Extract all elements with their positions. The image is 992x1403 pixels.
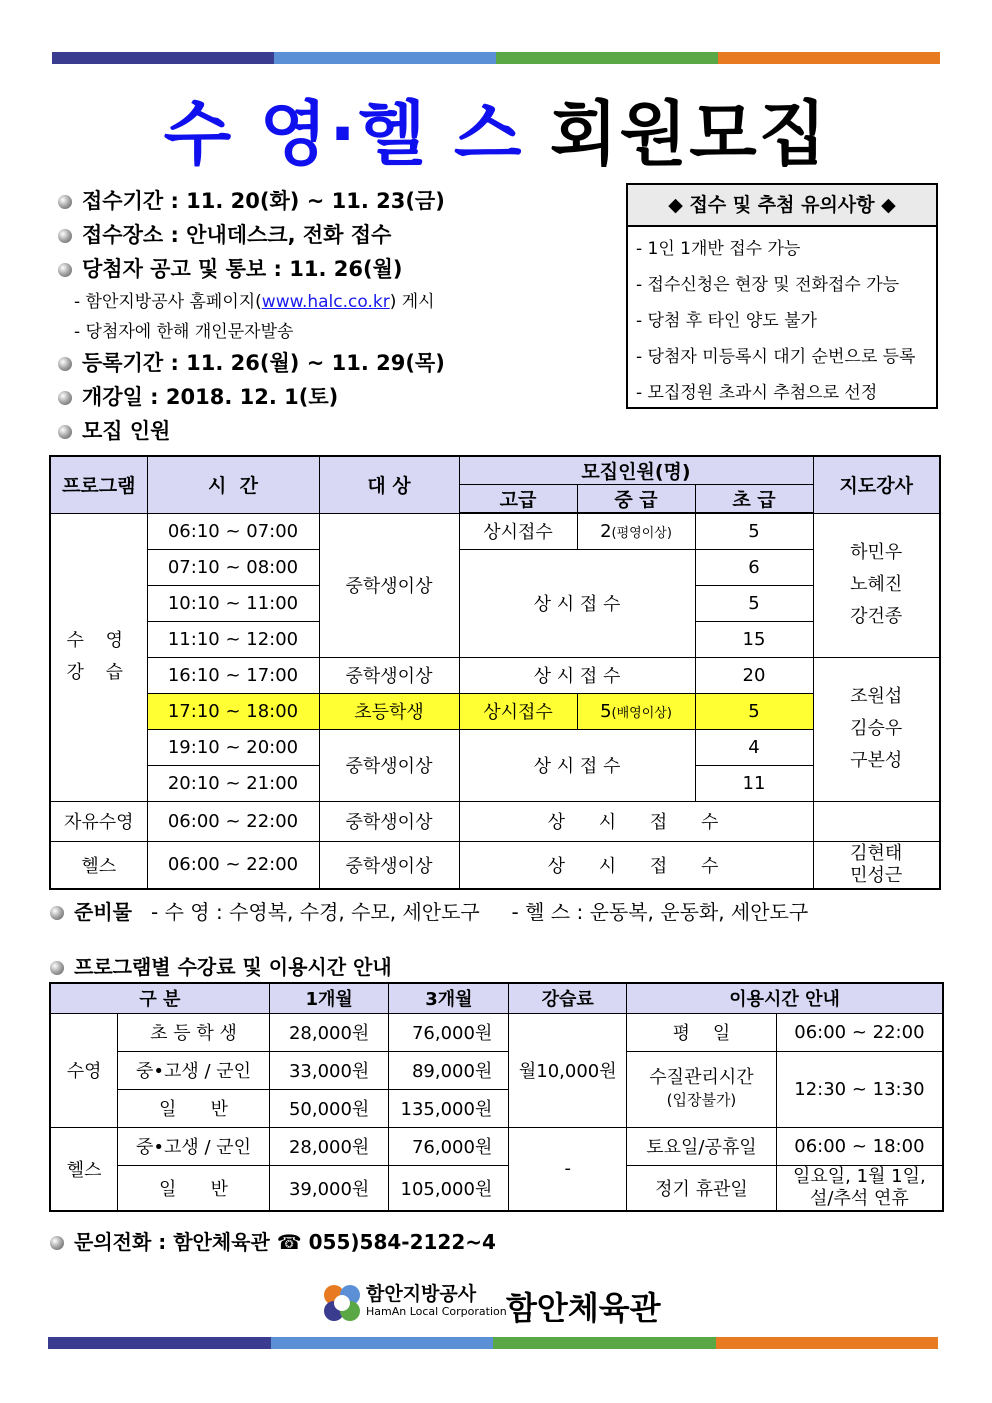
swim-lesson-label: 수 영 강 습	[50, 513, 147, 801]
beg-cell: 11	[695, 765, 813, 801]
swim-label: 수영	[50, 1013, 118, 1127]
fee-m1: 28,000원	[269, 1127, 389, 1165]
bullet-icon	[58, 425, 72, 439]
fee-m1: 39,000원	[269, 1165, 389, 1211]
bullet-icon	[58, 195, 72, 209]
recruit-table	[49, 455, 941, 890]
adv-cell: 상시접수	[459, 693, 577, 729]
target-cell: 중학생이상	[319, 657, 459, 693]
beg-cell: 20	[695, 657, 813, 693]
notice-item: - 1인 1개반 접수 가능	[636, 239, 801, 259]
col-program: 프로그램	[50, 456, 147, 513]
col-recruit: 모집인원(명)	[459, 456, 813, 485]
beg-cell: 5	[695, 585, 813, 621]
time-cell: 17:10 ~ 18:00	[147, 693, 319, 729]
time-cell: 06:00 ~ 22:00	[147, 801, 319, 841]
free-swim-label: 자유수영	[50, 801, 147, 841]
prep-line: 준비물 - 수 영 : 수영복, 수경, 수모, 세안도구 - 헬 스 : 운동복, 운동화, 세안도구	[50, 896, 808, 925]
hours-key: 정기 휴관일	[627, 1165, 777, 1211]
time-cell: 20:10 ~ 21:00	[147, 765, 319, 801]
fee-row-label: 중•고생 / 군인	[118, 1051, 270, 1089]
info-section	[58, 186, 618, 450]
gym-label: 헬스	[50, 1127, 118, 1211]
col-time: 시 간	[147, 456, 319, 513]
col-target: 대 상	[319, 456, 459, 513]
period-line: 접수기간 : 11. 20(화) ~ 11. 23(금)	[58, 186, 618, 220]
gym-label: 헬스	[50, 841, 147, 889]
fee-table	[49, 982, 944, 1212]
notice-item: - 접수신청은 현장 및 전화접수 가능	[636, 275, 900, 295]
beg-cell: 4	[695, 729, 813, 765]
register-line: 등록기간 : 11. 26(월) ~ 11. 29(목)	[58, 348, 618, 382]
always-cell: 상 시 접 수	[459, 841, 813, 889]
notice-item: - 당첨 후 타인 양도 불가	[636, 311, 817, 331]
time-cell: 06:00 ~ 22:00	[147, 841, 319, 889]
always-cell: 상 시 접 수	[459, 729, 695, 801]
notice-item: - 당첨자 미등록시 대기 순번으로 등록	[636, 347, 916, 367]
beg-cell: 5	[695, 693, 813, 729]
announce-sub-1: - 함안지방공사 홈페이지(www.halc.co.kr) 게시	[74, 292, 435, 312]
bullet-icon	[50, 961, 64, 975]
target-cell: 중학생이상	[319, 801, 459, 841]
open-line: 개강일 : 2018. 12. 1(토)	[58, 382, 618, 416]
target-cell: 중학생이상	[319, 513, 459, 657]
hours-value: 일요일, 1월 1일, 설/추석 연휴	[776, 1165, 943, 1211]
adv-cell: 상시접수	[459, 513, 577, 549]
target-cell: 중학생이상	[319, 729, 459, 801]
col-lesson: 강습료	[509, 983, 627, 1013]
time-cell: 19:10 ~ 20:00	[147, 729, 319, 765]
col-div: 구 분	[50, 983, 269, 1013]
col-coach: 지도강사	[813, 456, 940, 513]
coach-cell: 하민우 노혜진 강건종	[813, 513, 940, 657]
lesson-fee: -	[509, 1127, 627, 1211]
fee-m3: 135,000원	[389, 1089, 509, 1127]
col-beg: 초 급	[695, 485, 813, 514]
hours-key: 토요일/공휴일	[627, 1127, 777, 1165]
fee-row-label: 중•고생 / 군인	[118, 1127, 270, 1165]
bullet-icon	[50, 1236, 64, 1250]
fee-row-label: 초 등 학 생	[118, 1013, 270, 1051]
hours-value: 06:00 ~ 18:00	[776, 1127, 943, 1165]
fee-m3: 89,000원	[389, 1051, 509, 1089]
col-hours: 이용시간 안내	[627, 983, 943, 1013]
beg-cell: 15	[695, 621, 813, 657]
beg-cell: 5	[695, 513, 813, 549]
time-cell: 11:10 ~ 12:00	[147, 621, 319, 657]
announce-sub-2: - 당첨자에 한해 개인문자발송	[74, 322, 294, 342]
fee-m3: 76,000원	[389, 1127, 509, 1165]
venue-name: 함안체육관	[506, 1289, 661, 1327]
notice-head: ◆ 접수 및 추첨 유의사항 ◆	[628, 185, 936, 227]
target-cell: 중학생이상	[319, 841, 459, 889]
fee-row-label: 일 반	[118, 1165, 270, 1211]
homepage-link[interactable]: www.halc.co.kr	[261, 292, 390, 312]
bullet-icon	[58, 229, 72, 243]
coach-cell: 김현태 민성근	[813, 841, 940, 889]
top-color-bar	[52, 52, 940, 64]
col-m1: 1개월	[269, 983, 389, 1013]
time-cell: 07:10 ~ 08:00	[147, 549, 319, 585]
bullet-icon	[58, 391, 72, 405]
corporation-logo-icon	[320, 1281, 364, 1325]
contact-line: 문의전화 : 함안체육관 ☎ 055)584-2122~4	[50, 1226, 496, 1255]
lesson-fee: 월10,000원	[509, 1013, 627, 1127]
fee-m3: 76,000원	[389, 1013, 509, 1051]
coach-cell	[813, 801, 940, 841]
bullet-icon	[58, 263, 72, 277]
hours-value: 12:30 ~ 13:30	[776, 1051, 943, 1127]
fee-m1: 28,000원	[269, 1013, 389, 1051]
beg-cell: 6	[695, 549, 813, 585]
footer-logo	[320, 1277, 720, 1327]
always-cell: 상 시 접 수	[459, 801, 813, 841]
always-cell: 상 시 접 수	[459, 549, 695, 657]
corp-name: 함안지방공사	[366, 1283, 477, 1305]
time-cell: 06:10 ~ 07:00	[147, 513, 319, 549]
col-m3: 3개월	[389, 983, 509, 1013]
hours-key: 수질관리시간 (입장불가)	[627, 1051, 777, 1127]
bottom-color-bar	[48, 1337, 938, 1349]
fee-section-heading: 프로그램별 수강료 및 이용시간 안내	[50, 951, 392, 980]
target-cell: 초등학생	[319, 693, 459, 729]
recruit-heading: 모집 인원	[58, 416, 618, 450]
col-mid: 중 급	[577, 485, 695, 514]
notice-box	[626, 183, 938, 409]
notice-item: - 모집정원 초과시 추첨으로 선정	[636, 383, 878, 403]
bullet-icon	[58, 357, 72, 371]
bullet-icon	[50, 906, 64, 920]
fee-row-label: 일 반	[118, 1089, 270, 1127]
fee-m3: 105,000원	[389, 1165, 509, 1211]
time-cell: 16:10 ~ 17:00	[147, 657, 319, 693]
mid-cell: 5(배영이상)	[577, 693, 695, 729]
page-title: 수 영·헬 스 회원모집	[163, 93, 829, 175]
time-cell: 10:10 ~ 11:00	[147, 585, 319, 621]
fee-m1: 50,000원	[269, 1089, 389, 1127]
col-adv: 고급	[459, 485, 577, 514]
announce-line: 당첨자 공고 및 통보 : 11. 26(월)	[58, 254, 618, 288]
always-cell: 상 시 접 수	[459, 657, 695, 693]
fee-m1: 33,000원	[269, 1051, 389, 1089]
coach-cell: 조원섭 김승우 구본성	[813, 657, 940, 801]
place-line: 접수장소 : 안내데스크, 전화 접수	[58, 220, 618, 254]
corp-name-en: HamAn Local Corporation	[366, 1305, 507, 1318]
hours-key: 평 일	[627, 1013, 777, 1051]
mid-cell: 2(평영이상)	[577, 513, 695, 549]
hours-value: 06:00 ~ 22:00	[776, 1013, 943, 1051]
